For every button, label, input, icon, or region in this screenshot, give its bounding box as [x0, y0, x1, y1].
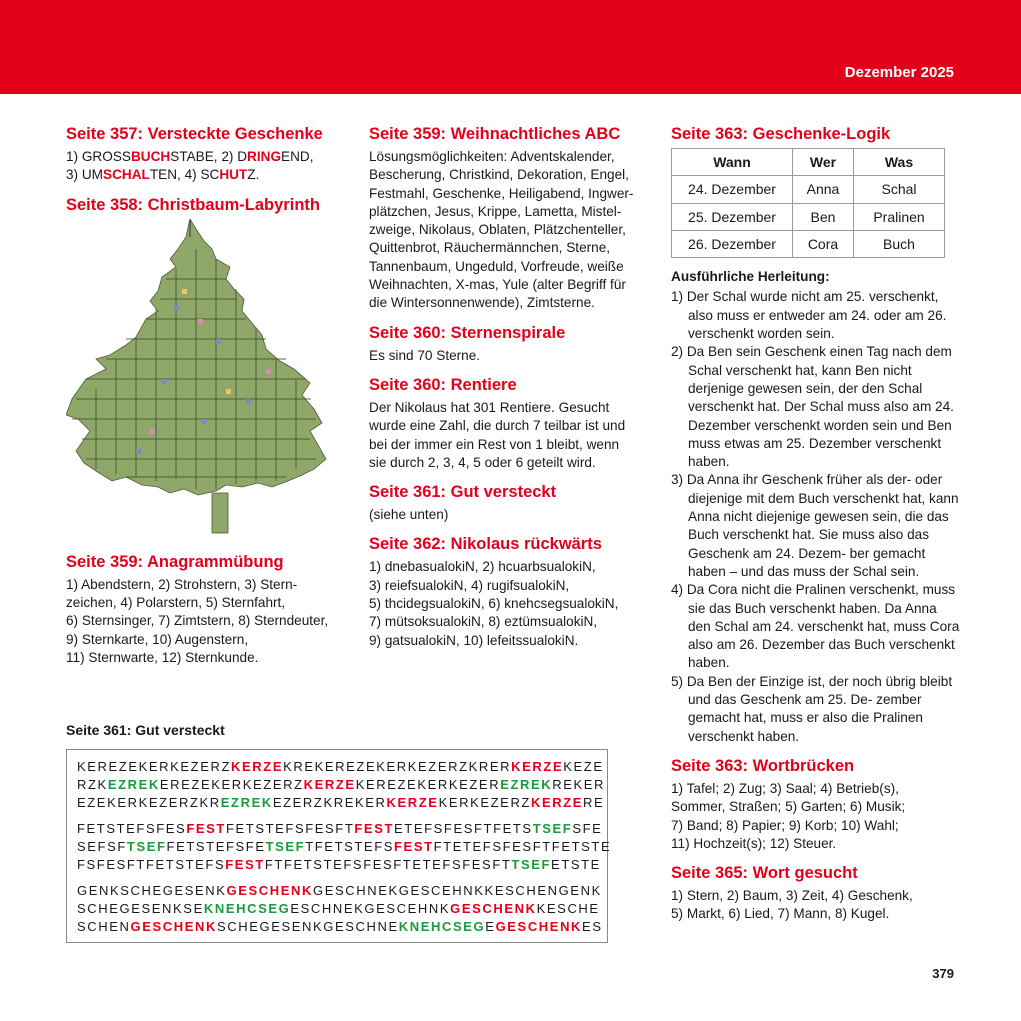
section-title: Seite 359: Weihnachtliches ABC — [369, 125, 621, 143]
logic-table — [671, 148, 945, 258]
list-item: 4) Da Cora nicht die Pralinen verschenkt, muss sie das Buch verschenkt haben. Da Anna den Schal am 24. verschenkt hat, muss Cora also am 26. Dezember das Buch verschenkt haben. — [671, 582, 960, 671]
section-title: Seite 359: Anagrammübung — [66, 552, 284, 571]
table-header: Wer — [793, 149, 854, 176]
christmas-tree-maze — [66, 219, 356, 542]
gut-versteckt-title: Seite 361: Gut versteckt — [66, 722, 225, 738]
section-text: 1) Tafel; 2) Zug; 3) Saal; 4) Betrieb(s), Sommer, Straßen; 5) Garten; 6) Musik; 7) Band; 8) Papier; 9) Korb; 10) Wahl; 11) Hochzeit(s); 12) Steuer. — [671, 780, 906, 851]
column-2 — [369, 124, 659, 660]
column-3 — [671, 124, 961, 934]
list-item: 3) Da Anna ihr Geschenk früher als der- oder diejenige mit dem Buch verschenkt hat, kann Anna nicht diejenige gewesen sein, die das Buch verschenkt hat. Sie muss also das Geschenk am 24. Dezem- ber gemacht haben – und das muss der Schal sein. — [671, 472, 959, 579]
section-title: Seite 361: Gut versteckt — [369, 483, 557, 502]
list-item: 2) Da Ben sein Geschenk einen Tag nach dem Schal verschenkt hat, kann Ben nicht derjenige gewesen sein, der den Schal verschenkt hat. Der Schal muss also am 24. Dezember verschenkt worden sein und Ben muss etwas am 25. Dezember verschenkt haben. — [671, 344, 954, 470]
section-text: 1) Abendstern, 2) Strohstern, 3) Stern- zeichen, 4) Polarstern, 5) Sternfahrt, 6) Sternsinger, 7) Zimtstern, 8) Sterndeuter, 9) Sternkarte, 10) Augenstern, 11) Sternwarte, 12) Sternkunde. — [66, 576, 329, 666]
letter-line: SCHEGESENKSEKNEHCSEGESCHNEKGESCEHNKGESCHENKKESCHE — [77, 901, 600, 916]
letter-line: SCHENGESCHENKSCHEGESENKGESCHNEKNEHCSEGEGESCHENKES — [77, 919, 603, 934]
section-text: 1) Stern, 2) Baum, 3) Zeit, 4) Geschenk, 5) Markt, 6) Lied, 7) Mann, 8) Kugel. — [671, 888, 913, 922]
section-title: Seite 360: Rentiere — [369, 375, 517, 394]
table-row: 25. Dezember Ben Pralinen — [672, 203, 945, 230]
derivation-steps — [671, 288, 961, 745]
letter-line: GENKSCHEGESENKGESCHENKGESCHNEKGESCEHNKKESCHENGENK — [77, 883, 602, 898]
maze-tree-image — [66, 219, 330, 537]
section-title: Seite 363: Geschenke-Logik — [671, 125, 891, 143]
section-text: 1) GROSSBUCHSTABE, 2) DRINGEND, 3) UMSCHALTEN, 4) SCHUTZ. — [66, 149, 314, 183]
derivation-title: Ausführliche Herleitung: — [671, 269, 830, 285]
page-number: 379 — [932, 966, 954, 981]
table-header: Was — [854, 149, 945, 176]
section-text: 1) dnebasualokiN, 2) hcuarbsualokiN, 3) reiefsualokiN, 4) rugifsualokiN, 5) thcidegsualokiN, 6) knehcsegsualokiN, 7) mütsoksualokiN, 8) eztümsualokiN, 9) gatsualokiN, 10) lefeitssualokiN. — [369, 559, 619, 648]
table-row: 24. Dezember Anna Schal — [672, 176, 945, 203]
section-text: (siehe unten) — [369, 507, 449, 523]
section-text: Der Nikolaus hat 301 Rentiere. Gesucht wurde eine Zahl, die durch 7 teilbar ist und bei der immer ein Rest von 1 bleibt, wenn sie durch 2, 3, 4, 5 oder 6 geteilt wird. — [369, 399, 626, 470]
section-title: Seite 357: Versteckte Geschenke — [66, 125, 323, 143]
list-item: 5) Da Ben der Einzige ist, der noch übrig bleibt und das Geschenk am 25. De- zember gemacht hat, muss er also die Pralinen verschenkt haben. — [671, 673, 953, 744]
letter-grid-box — [66, 749, 612, 943]
list-item: 1) Der Schal wurde nicht am 25. verschenkt, also muss er entweder am 24. oder am 26. verschenkt worden sein. — [671, 289, 947, 342]
table-header: Wann — [672, 149, 793, 176]
letter-line: FSFESFTFETSTEFSFESTFTFETSTEFSFESFTETEFSFESFTTSEFETSTE — [77, 857, 601, 872]
letter-line: EZEKERKEZERZKREZREKEZERZKREKERKERZEKERKEZERZKERZERE — [77, 795, 605, 810]
letter-group — [77, 882, 607, 936]
section-text: Es sind 70 Sterne. — [369, 347, 481, 363]
section-title: Seite 360: Sternenspirale — [369, 323, 566, 342]
letter-group — [77, 758, 607, 812]
letter-line: FETSTEFSFESFESTFETSTEFSFESFTFESTETEFSFESFTFETSTSEFSFE — [77, 821, 603, 836]
letter-group — [77, 820, 612, 874]
letter-line: RZKEZREKEREZEKERKEZERZKERZEKEREZEKERKEZEREZREKREKER — [77, 777, 606, 792]
letter-line: SEFSFTSEFFETSTEFSFETSEFTFETSTEFSFESTFTETEFSFESFTFETSTE — [77, 839, 612, 854]
section-title: Seite 365: Wort gesucht — [671, 864, 858, 883]
section-text: Lösungsmöglichkeiten: Adventskalender, Bescherung, Christkind, Dekoration, Engel, Festmahl, Geschenke, Heiligabend, Ingwer- plätzchen, Jesus, Krippe, Lametta, Mistel- zweige, Nikolaus, Oblaten, Plätzchenteller, Quittenbrot, Räuchermännchen, Sterne, Tannenbaum, Ungeduld, Vorfreude, weiße Weihnachten, X-mas, Yule (alter Begriff für die Wintersonnenwende), Zimtsterne. — [369, 149, 634, 311]
section-title: Seite 358: Christbaum-Labyrinth — [66, 195, 320, 214]
table-row: 26. Dezember Cora Buch — [672, 230, 945, 257]
column-1 — [66, 124, 356, 677]
section-title: Seite 362: Nikolaus rückwärts — [369, 535, 602, 554]
letter-line: KEREZEKERKEZERZKERZEKREKEREZEKERKEZERZKRERKERZEKEZE — [77, 759, 604, 774]
section-title: Seite 363: Wortbrücken — [671, 756, 855, 775]
month-label: Dezember 2025 — [844, 64, 954, 81]
